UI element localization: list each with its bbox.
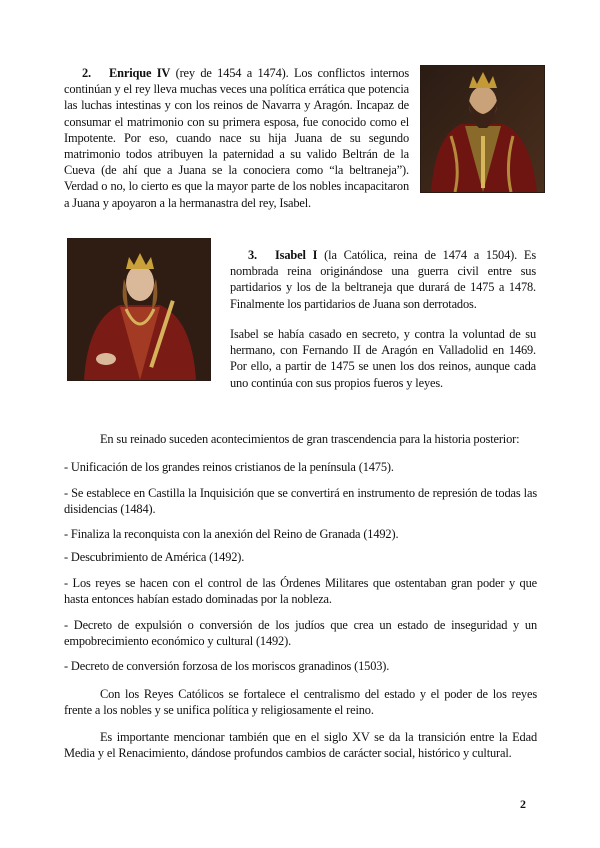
section-enrique-iv [64,65,409,211]
closing-paragraph-2: Es importante mencionar también que en el siglo XV se da la transición entre la Edad Media y el Renacimiento, dándose profundos cambios de carácter social, histórico y cultural. [64,730,537,761]
enrique-portrait-image [421,66,544,192]
section-title: Enrique IV [109,66,171,80]
section-number: 2. [82,66,91,80]
closing-paragraph-1: Con los Reyes Católicos se fortalece el centralismo del estado y el poder de los reyes frente a los nobles y se unifica política y religiosamente el reino. [64,687,537,718]
list-item: - Decreto de expulsión o conversión de los judíos que crea un estado de inseguridad y un empobrecimiento económico y cultural (1492). [64,618,537,649]
isabel-portrait-image [68,239,210,380]
list-item: - Se establece en Castilla la Inquisición que se convertirá en instrumento de represión de todas las disidencias (1484). [64,486,537,517]
section-title: Isabel I [275,248,318,262]
section-isabel-i [230,247,536,312]
section-number: 3. [248,248,257,262]
list-item: - Descubrimiento de América (1492). [64,550,245,564]
reign-intro: En su reinado suceden acontecimientos de gran trascendencia para la historia posterior: [100,432,520,446]
section-text: (la Católica, reina de 1474 a 1504). Es nombrada reina originándose una guerra civil entre sus partidarios y los de la beltraneja que durará de 1475 a 1478. Finalmente los partidarios de Juana son derrotados. [230,248,536,311]
isabel-i-portrait [67,238,211,381]
list-item: - Los reyes se hacen con el control de las Órdenes Militares que ostentaban gran poder y que hasta entonces habían estado dominadas por la nobleza. [64,576,537,607]
list-item: - Decreto de conversión forzosa de los moriscos granadinos (1503). [64,659,390,673]
list-item: - Finaliza la reconquista con la anexión del Reino de Granada (1492). [64,527,399,541]
list-item: - Unificación de los grandes reinos cristianos de la península (1475). [64,460,394,474]
isabel-paragraph-2: Isabel se había casado en secreto, y contra la voluntad de su hermano, con Fernando II de Aragón en Valladolid en 1469. Por ello, a partir de 1475 se unen los dos reinos, aunque cada uno continúa con sus propios fueros y leyes. [230,327,536,390]
page-number: 2 [520,797,526,811]
enrique-iv-portrait [420,65,545,193]
section-text: (rey de 1454 a 1474). Los conflictos internos continúan y el rey lleva muchas veces una política errática que potencia las luchas intestinas y con los reinos de Navarra y Aragón. Incapaz de consumar el matrimonio con su primera esposa, fue conocido como el Impotente. Por eso, cuando nace su hija Juana de su segundo matrimonio todos atribuyen la paternidad a su valido Beltrán de la Cueva (de ahí que a Juana se la conociera como “la beltraneja”). Verdad o no, lo cierto es que la mayor parte de los nobles incapacitaron a Juana y apoyaron a la hermanastra del rey, Isabel. [64,66,409,210]
